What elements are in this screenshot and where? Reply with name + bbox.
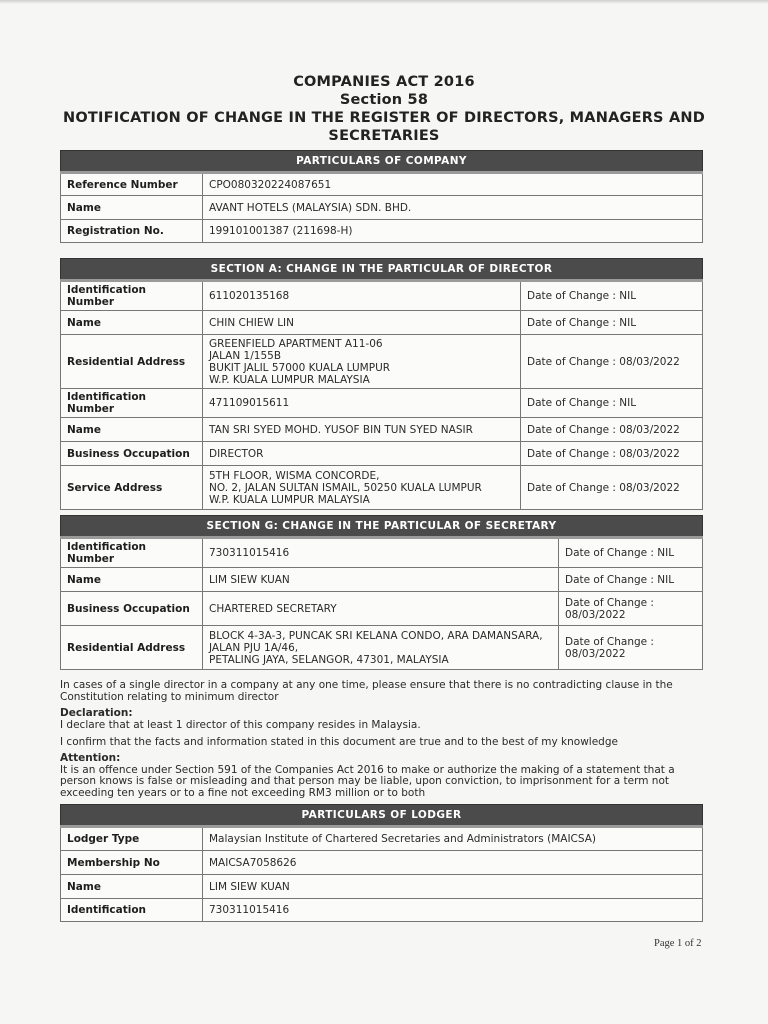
date-of-change: Date of Change : 08/03/2022 <box>521 418 703 442</box>
company-heading: PARTICULARS OF COMPANY <box>61 151 703 173</box>
notification-title-line1: NOTIFICATION OF CHANGE IN THE REGISTER OF DIRECTORS, MANAGERS AND <box>63 110 705 126</box>
date-of-change-value: 08/03/2022 <box>565 608 626 621</box>
row-label: Registration No. <box>61 220 203 243</box>
row-label: Identification <box>61 899 203 922</box>
table-row <box>61 335 703 389</box>
row-label: Identification Number <box>61 538 203 568</box>
row-label: Name <box>61 196 203 220</box>
table-row <box>61 220 703 243</box>
row-label: Name <box>61 311 203 335</box>
section-title: Section 58 <box>339 92 429 108</box>
table-row <box>61 418 703 442</box>
table-row <box>61 851 703 875</box>
address-line: GREENFIELD APARTMENT A11-06 <box>209 337 383 350</box>
row-value: CHIN CHIEW LIN <box>203 311 521 335</box>
table-row <box>61 311 703 335</box>
confirmation-text: I confirm that the facts and information stated in this document are true and to the best of my knowledge <box>60 736 618 748</box>
row-label: Identification Number <box>61 389 203 418</box>
table-row <box>61 281 703 311</box>
address-line: BUKIT JALIL 57000 KUALA LUMPUR <box>209 361 391 374</box>
date-of-change: Date of Change : 08/03/2022 <box>521 442 703 466</box>
section-a-heading: SECTION A: CHANGE IN THE PARTICULAR OF DIRECTOR <box>61 259 703 281</box>
residential-address <box>203 626 559 670</box>
section-g-heading: SECTION G: CHANGE IN THE PARTICULAR OF SECRETARY <box>61 516 703 538</box>
note-line: Constitution relating to minimum director <box>60 690 279 703</box>
table-row <box>61 196 703 220</box>
date-of-change: Date of Change : NIL <box>521 311 703 335</box>
attention-line: exceeding ten years or to a fine not exceeding RM3 million or to both <box>60 786 426 799</box>
date-of-change: Date of Change : NIL <box>521 281 703 311</box>
lodger-name: LIM SIEW KUAN <box>203 875 703 899</box>
date-of-change-label: Date of Change : <box>565 635 654 648</box>
lodger-identification: 730311015416 <box>203 899 703 922</box>
company-name: AVANT HOTELS (MALAYSIA) SDN. BHD. <box>203 196 703 220</box>
residential-address <box>203 335 521 389</box>
address-line: JALAN PJU 1A/46, <box>209 641 299 654</box>
row-value: DIRECTOR <box>203 442 521 466</box>
address-line: NO. 2, JALAN SULTAN ISMAIL, 50250 KUALA LUMPUR <box>209 481 482 494</box>
lodger-heading: PARTICULARS OF LODGER <box>61 805 703 827</box>
address-line: PETALING JAYA, SELANGOR, 47301, MALAYSIA <box>209 653 449 666</box>
declaration <box>60 708 710 731</box>
row-value: TAN SRI SYED MOHD. YUSOF BIN TUN SYED NASIR <box>203 418 521 442</box>
attention-line: person knows is false or misleading and that person may be liable, upon conviction, to imprisonment for a term not <box>60 775 669 787</box>
date-of-change: Date of Change : NIL <box>521 389 703 418</box>
date-of-change: Date of Change : 08/03/2022 <box>521 466 703 510</box>
act-title: COMPANIES ACT 2016 <box>293 74 475 90</box>
service-address <box>203 466 521 510</box>
table-row <box>61 568 703 592</box>
row-value: CHARTERED SECRETARY <box>203 592 559 626</box>
page-number: Page 1 of 2 <box>654 938 702 949</box>
row-label: Lodger Type <box>61 827 203 851</box>
address-line: W.P. KUALA LUMPUR MALAYSIA <box>209 373 370 386</box>
table-row <box>61 899 703 922</box>
row-value: 471109015611 <box>203 389 521 418</box>
address-line: W.P. KUALA LUMPUR MALAYSIA <box>209 493 370 506</box>
table-row <box>61 538 703 568</box>
reference-number: CPO080320224087651 <box>203 173 703 196</box>
row-label: Service Address <box>61 466 203 510</box>
row-label: Residential Address <box>61 626 203 670</box>
company-table <box>60 150 703 243</box>
row-label: Name <box>61 568 203 592</box>
row-label: Name <box>61 875 203 899</box>
address-line: JALAN 1/155B <box>209 349 282 362</box>
row-value: 611020135168 <box>203 281 521 311</box>
declaration-text: I declare that at least 1 director of this company resides in Malaysia. <box>60 718 421 731</box>
address-line: BLOCK 4-3A-3, PUNCAK SRI KELANA CONDO, ARA DAMANSARA, <box>209 629 543 642</box>
date-of-change <box>559 592 703 626</box>
row-label: Name <box>61 418 203 442</box>
table-row <box>61 389 703 418</box>
section-a-table <box>60 258 703 510</box>
date-of-change: Date of Change : NIL <box>559 538 703 568</box>
table-row <box>61 592 703 626</box>
declaration-heading: Declaration: <box>60 707 133 719</box>
notification-title-line2: SECRETARIES <box>328 128 440 144</box>
date-of-change-label: Date of Change : <box>565 596 654 609</box>
registration-number: 199101001387 (211698-H) <box>203 220 703 243</box>
section-g-table <box>60 515 703 670</box>
row-label: Membership No <box>61 851 203 875</box>
row-label: Reference Number <box>61 173 203 196</box>
date-of-change-value: 08/03/2022 <box>565 647 626 660</box>
attention <box>60 753 710 799</box>
scan-edge <box>0 0 768 4</box>
row-value: LIM SIEW KUAN <box>203 568 559 592</box>
table-row <box>61 827 703 851</box>
table-row <box>61 173 703 196</box>
membership-number: MAICSA7058626 <box>203 851 703 875</box>
single-director-note <box>60 680 710 703</box>
attention-heading: Attention: <box>60 752 121 764</box>
table-row <box>61 875 703 899</box>
row-label: Business Occupation <box>61 592 203 626</box>
row-value: 730311015416 <box>203 538 559 568</box>
date-of-change: Date of Change : 08/03/2022 <box>521 335 703 389</box>
date-of-change <box>559 626 703 670</box>
table-row <box>61 442 703 466</box>
row-label: Identification Number <box>61 281 203 311</box>
table-row <box>61 466 703 510</box>
note-line: In cases of a single director in a company at any one time, please ensure that there is no contradicting clause in the <box>60 679 673 691</box>
row-label: Business Occupation <box>61 442 203 466</box>
date-of-change: Date of Change : NIL <box>559 568 703 592</box>
attention-line: It is an offence under Section 591 of the Companies Act 2016 to make or authorize the making of a statement that a <box>60 763 675 776</box>
address-line: 5TH FLOOR, WISMA CONCORDE, <box>209 469 380 482</box>
lodger-table <box>60 804 703 922</box>
row-label: Residential Address <box>61 335 203 389</box>
lodger-type: Malaysian Institute of Chartered Secretaries and Administrators (MAICSA) <box>203 827 703 851</box>
table-row <box>61 626 703 670</box>
